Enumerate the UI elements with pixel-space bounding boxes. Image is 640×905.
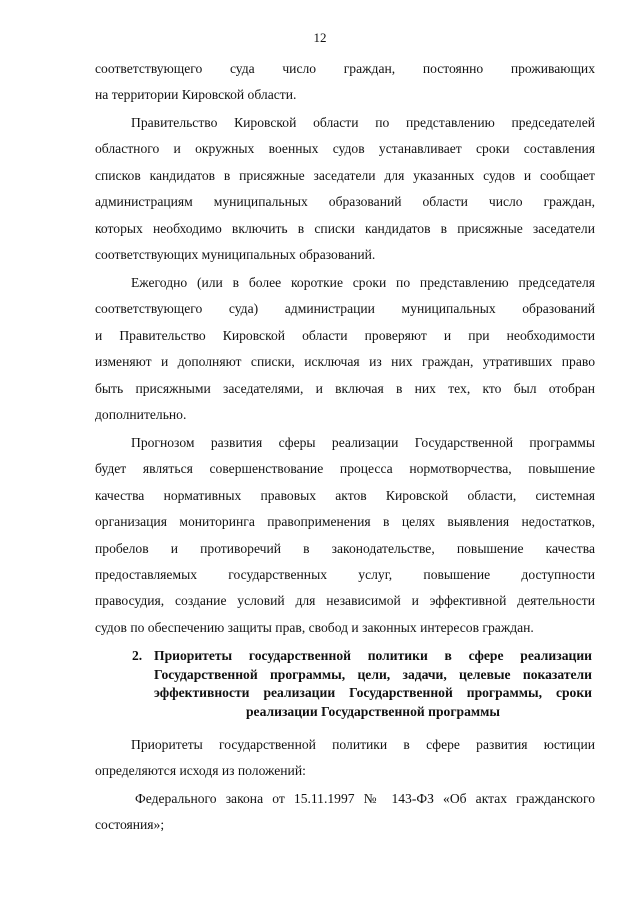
heading-line: эффективности реализации Государственной программы, сроки	[154, 685, 592, 701]
paragraph-line: быть присяжными заседателями, и включая в них тех, кто был отобран	[95, 380, 595, 396]
heading-line: Государственной программы, цели, задачи, целевые показатели	[154, 666, 592, 682]
paragraph-line: дополнительно.	[95, 407, 187, 423]
paragraph-line: администрациям муниципальных образований области число граждан,	[95, 194, 595, 210]
paragraph-6	[95, 786, 595, 839]
paragraph-line: списков кандидатов в присяжные заседатели для указанных судов и сообщает	[95, 167, 595, 183]
paragraph-line: на территории Кировской области.	[95, 87, 297, 103]
paragraph-line: которых необходимо включить в списки кандидатов в присяжные заседатели	[95, 220, 595, 236]
paragraph-line: Приоритеты государственной политики в сфере развития юстиции	[131, 737, 595, 752]
heading-line: Приоритеты государственной политики в сфере реализации	[154, 648, 592, 663]
section-title	[154, 647, 592, 721]
heading-line: реализации Государственной программы	[245, 703, 501, 719]
paragraph-1	[95, 56, 595, 109]
paragraph-line: пробелов и противоречий в законодательстве, повышение качества	[95, 540, 595, 556]
paragraph-line: будет являться совершенствование процесса нормотворчества, повышение	[95, 461, 595, 477]
paragraph-line: судов по обеспечению защиты прав, свобод и законных интересов граждан.	[95, 619, 534, 635]
paragraph-line: Прогнозом развития сферы реализации Государственной программы	[131, 435, 595, 450]
paragraph-line: состояния»;	[95, 817, 165, 833]
section-number: 2.	[132, 648, 143, 663]
paragraph-line: качества нормативных правовых актов Кировской области, системная	[95, 487, 595, 503]
paragraph-line: и Правительство Кировской области проверяют и при необходимости	[95, 327, 595, 343]
paragraph-line: предоставляемых государственных услуг, повышение доступности	[95, 567, 595, 583]
paragraph-line: определяются исходя из положений:	[95, 763, 306, 779]
paragraph-line: соответствующих муниципальных образований.	[95, 247, 376, 263]
paragraph-line: изменяют и дополняют списки, исключая из них граждан, утративших право	[95, 354, 595, 370]
section-heading	[132, 647, 592, 721]
paragraph-line: организация мониторинга правоприменения в целях выявления недостатков,	[95, 514, 595, 530]
paragraph-line: соответствующего суда) администрации муниципальных образований	[95, 301, 595, 317]
paragraph-3	[95, 270, 595, 428]
paragraph-line: областного и окружных военных судов устанавливает сроки составления	[95, 141, 595, 157]
paragraph-line: Федерального закона от 15.11.1997 № 143-ФЗ «Об актах гражданского	[135, 791, 595, 806]
paragraph-5	[95, 732, 595, 785]
paragraph-4	[95, 430, 595, 641]
paragraph-line: соответствующего суда число граждан, постоянно проживающих	[95, 61, 595, 76]
paragraph-2	[95, 110, 595, 268]
page-number: 12	[313, 30, 327, 45]
paragraph-line: правосудия, создание условий для независимой и эффективной деятельности	[95, 593, 595, 609]
paragraph-line: Ежегодно (или в более короткие сроки по представлению председателя	[131, 275, 595, 290]
paragraph-line: Правительство Кировской области по представлению председателей	[131, 115, 595, 130]
